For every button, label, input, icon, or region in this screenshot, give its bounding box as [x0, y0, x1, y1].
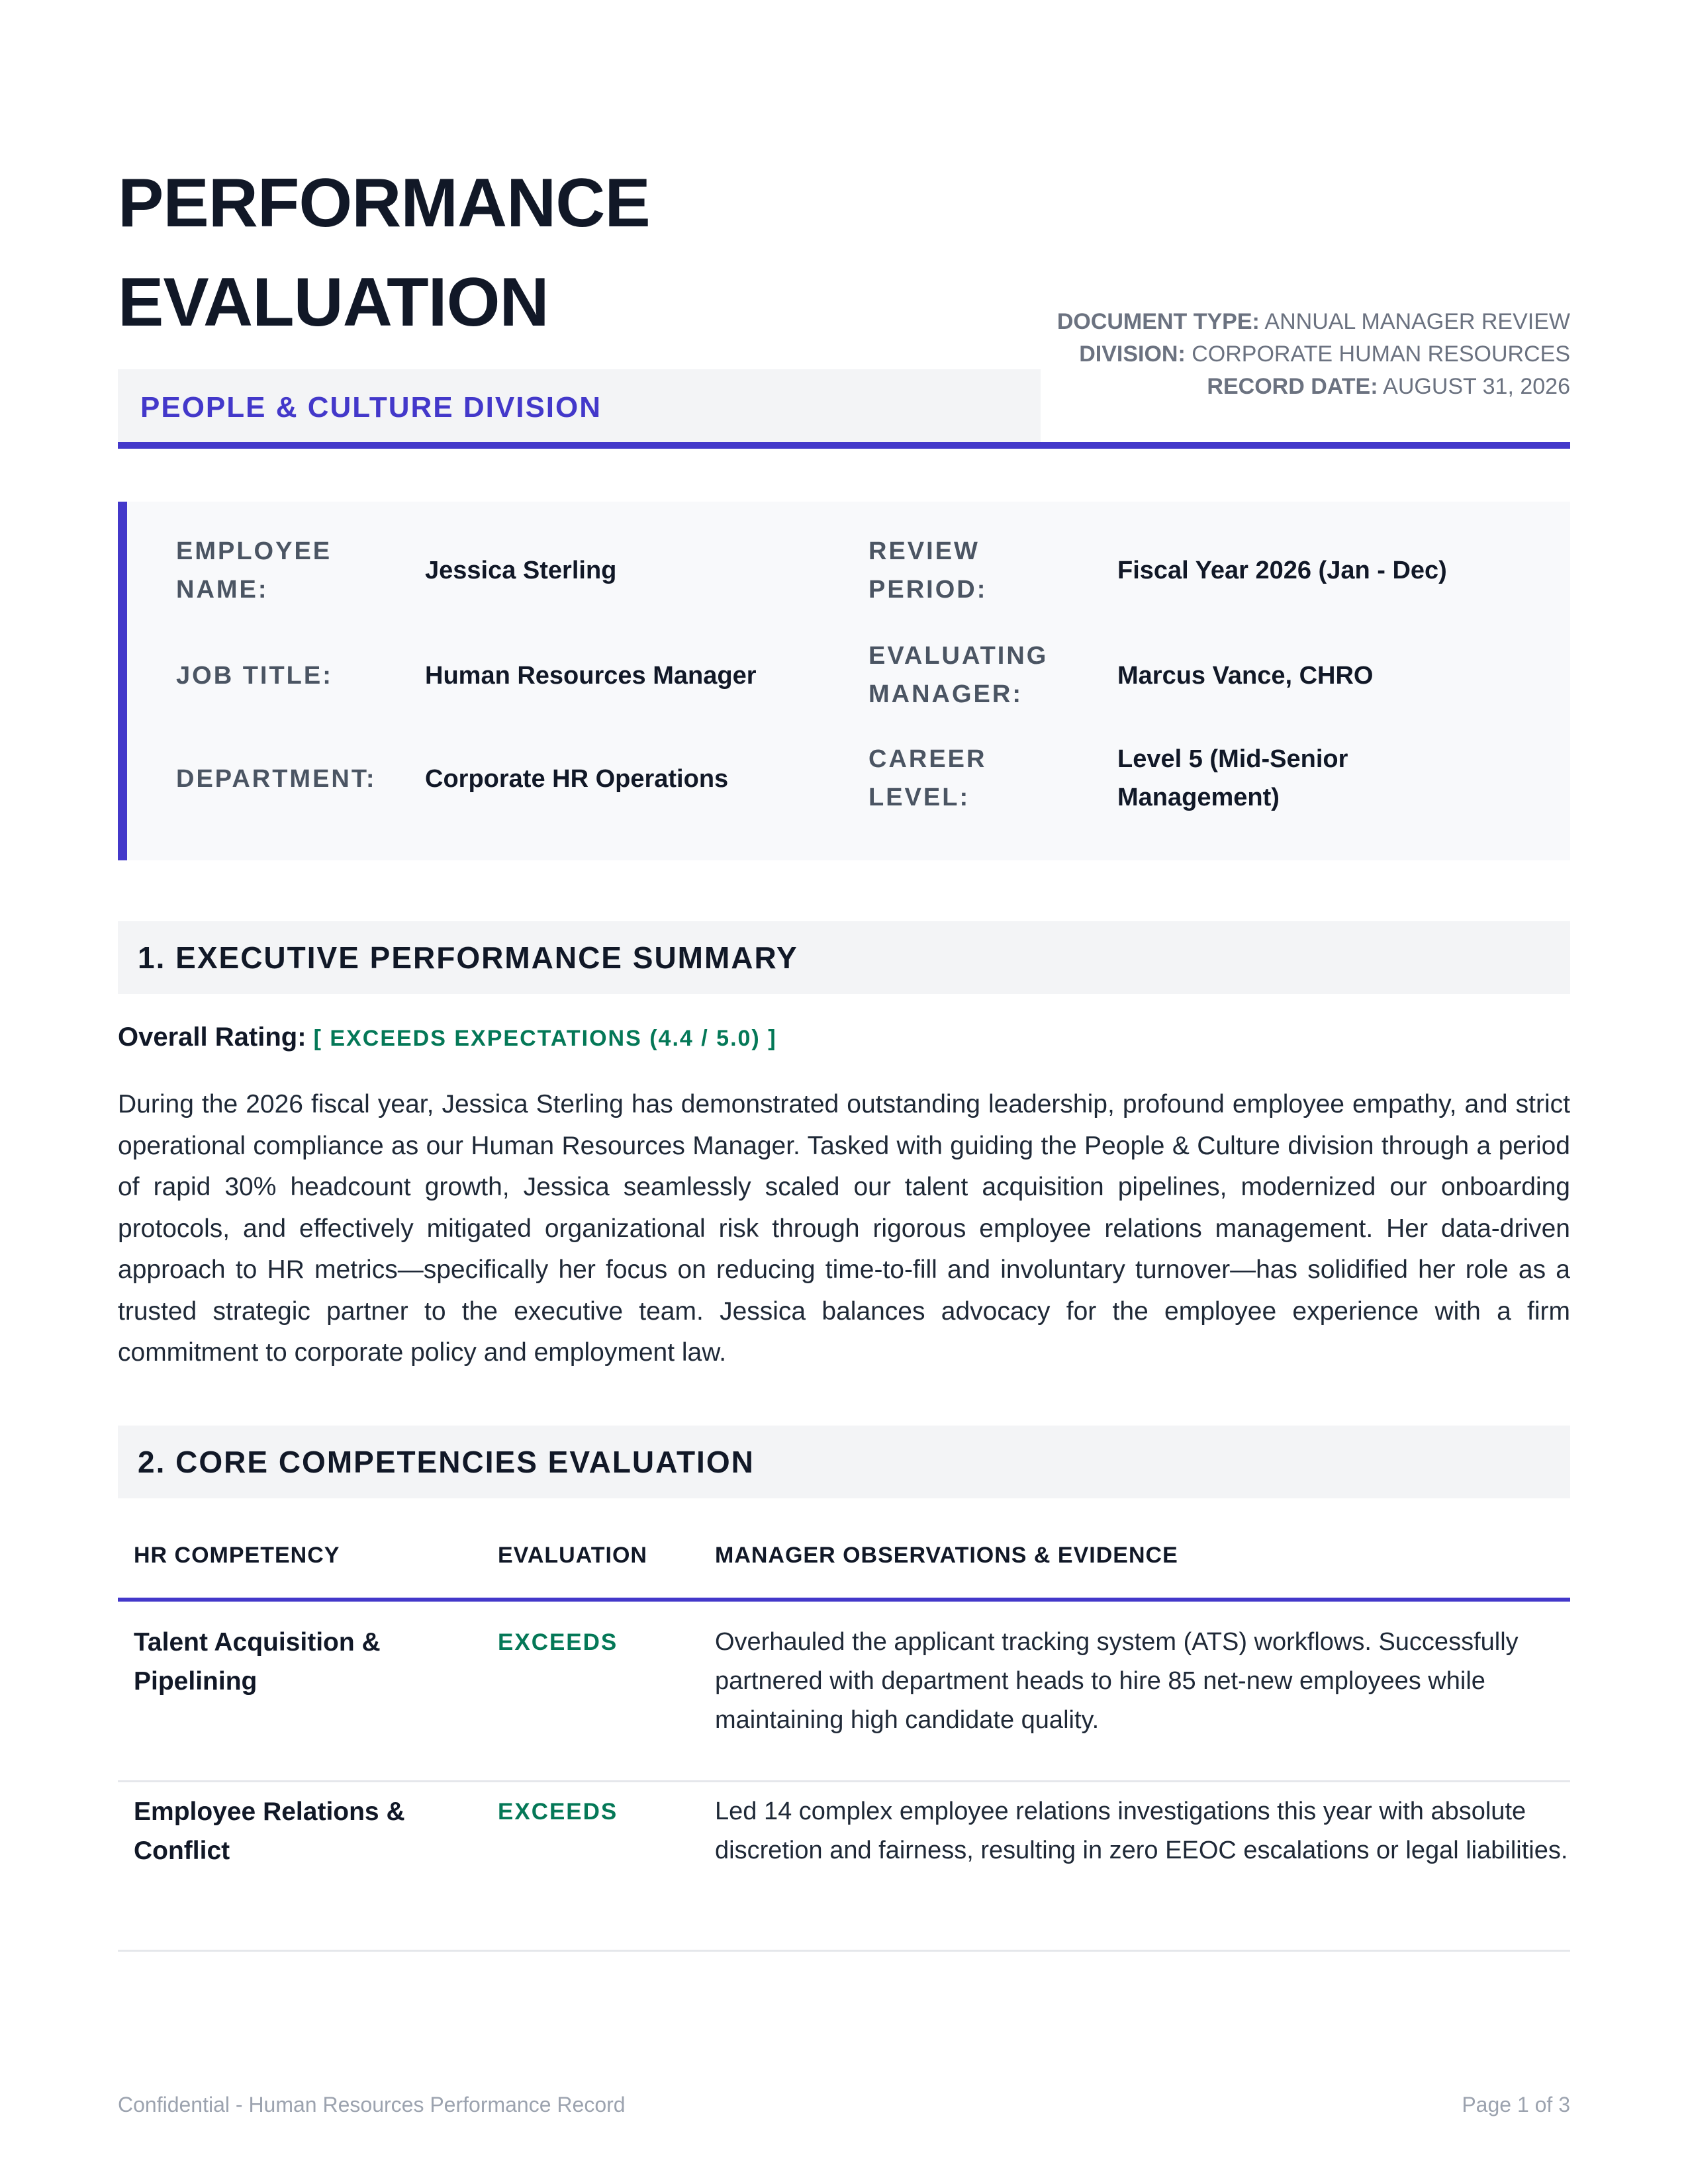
evaluating-manager-value: Marcus Vance, CHRO	[1117, 662, 1374, 690]
career-level-label: CAREER LEVEL:	[868, 745, 987, 811]
employee-name-label: EMPLOYEE NAME:	[176, 537, 332, 604]
department-label: DEPARTMENT:	[176, 765, 377, 793]
competency-name: Talent Acquisition & Pipelining	[134, 1628, 381, 1696]
header-divider	[118, 442, 1570, 449]
footer-page-number: Page 1 of 3	[1462, 2093, 1570, 2116]
document-title	[118, 154, 650, 352]
column-header-evaluation: EVALUATION	[498, 1543, 647, 1568]
meta-division	[1027, 338, 1570, 371]
meta-doc-type	[1027, 306, 1570, 338]
table-row	[118, 1623, 1570, 1782]
executive-summary-text: During the 2026 fiscal year, Jessica Sterling has demonstrated outstanding leadership, profound employee empathy, and strict operational compliance as our Human Resources Manager. Tasked with guiding the People & Culture division through a period of rapid 30% headcount growth, Jessica seamlessly scaled our talent acquisition pipelines, modernized our onboarding protocols, and effectively mitigated organizational risk through rigorous employee relations management. Her data-driven approach to HR metrics—specifically her focus on reducing time-to-fill and involuntary turnover—has solidified her role as a trusted strategic partner to the executive team. Jessica balances advocacy for the employee experience with a firm commitment to corporate policy and employment law.	[118, 1090, 1570, 1367]
competency-evaluation: EXCEEDS	[498, 1799, 618, 1825]
column-header-observations: MANAGER OBSERVATIONS & EVIDENCE	[715, 1543, 1178, 1568]
review-period-value: Fiscal Year 2026 (Jan - Dec)	[1117, 557, 1447, 584]
meta-record-date-label: RECORD DATE:	[1207, 374, 1378, 399]
meta-record-date	[1027, 371, 1570, 403]
overall-rating-value: [ EXCEEDS EXPECTATIONS (4.4 / 5.0) ]	[313, 1026, 777, 1051]
review-period-label: REVIEW PERIOD:	[868, 537, 988, 604]
table-header-divider	[118, 1598, 1570, 1602]
title-line-2: EVALUATION	[118, 264, 549, 341]
document-page	[118, 0, 1570, 2184]
title-line-1: PERFORMANCE	[118, 165, 650, 242]
overall-rating	[118, 1018, 777, 1058]
career-level-value: Level 5 (Mid-Senior Management)	[1117, 745, 1348, 811]
meta-record-date-value: AUGUST 31, 2026	[1383, 374, 1570, 399]
section-1-heading: 1. EXECUTIVE PERFORMANCE SUMMARY	[118, 921, 1570, 994]
job-title-value: Human Resources Manager	[425, 662, 757, 690]
section-2-heading: 2. CORE COMPETENCIES EVALUATION	[118, 1426, 1570, 1498]
department-value: Corporate HR Operations	[425, 765, 729, 793]
job-title-label: JOB TITLE:	[176, 662, 333, 690]
employee-info-card	[118, 502, 1570, 860]
division-band: PEOPLE & CULTURE DIVISION	[118, 369, 1041, 446]
document-meta	[1027, 306, 1570, 403]
meta-doc-type-label: DOCUMENT TYPE:	[1056, 309, 1260, 334]
overall-rating-label: Overall Rating:	[118, 1023, 306, 1052]
meta-division-value: CORPORATE HUMAN RESOURCES	[1192, 341, 1570, 367]
evaluating-manager-label: EVALUATING MANAGER:	[868, 642, 1049, 708]
footer-confidential: Confidential - Human Resources Performance Record	[118, 2093, 626, 2116]
meta-division-label: DIVISION:	[1079, 341, 1186, 367]
table-row	[118, 1792, 1570, 1952]
employee-name-value: Jessica Sterling	[425, 557, 617, 584]
meta-doc-type-value: ANNUAL MANAGER REVIEW	[1264, 309, 1570, 334]
competency-evaluation: EXCEEDS	[498, 1629, 618, 1655]
competency-observations: Overhauled the applicant tracking system (ATS) workflows. Successfully partnered with department heads to hire 85 net-new employees while maintaining high candidate quality.	[715, 1628, 1519, 1734]
competency-name: Employee Relations & Conflict	[134, 1797, 405, 1865]
column-header-competency: HR COMPETENCY	[134, 1543, 340, 1568]
competency-observations: Led 14 complex employee relations investigations this year with absolute discretion and fairness, resulting in zero EEOC escalations or legal liabilities.	[715, 1797, 1568, 1864]
